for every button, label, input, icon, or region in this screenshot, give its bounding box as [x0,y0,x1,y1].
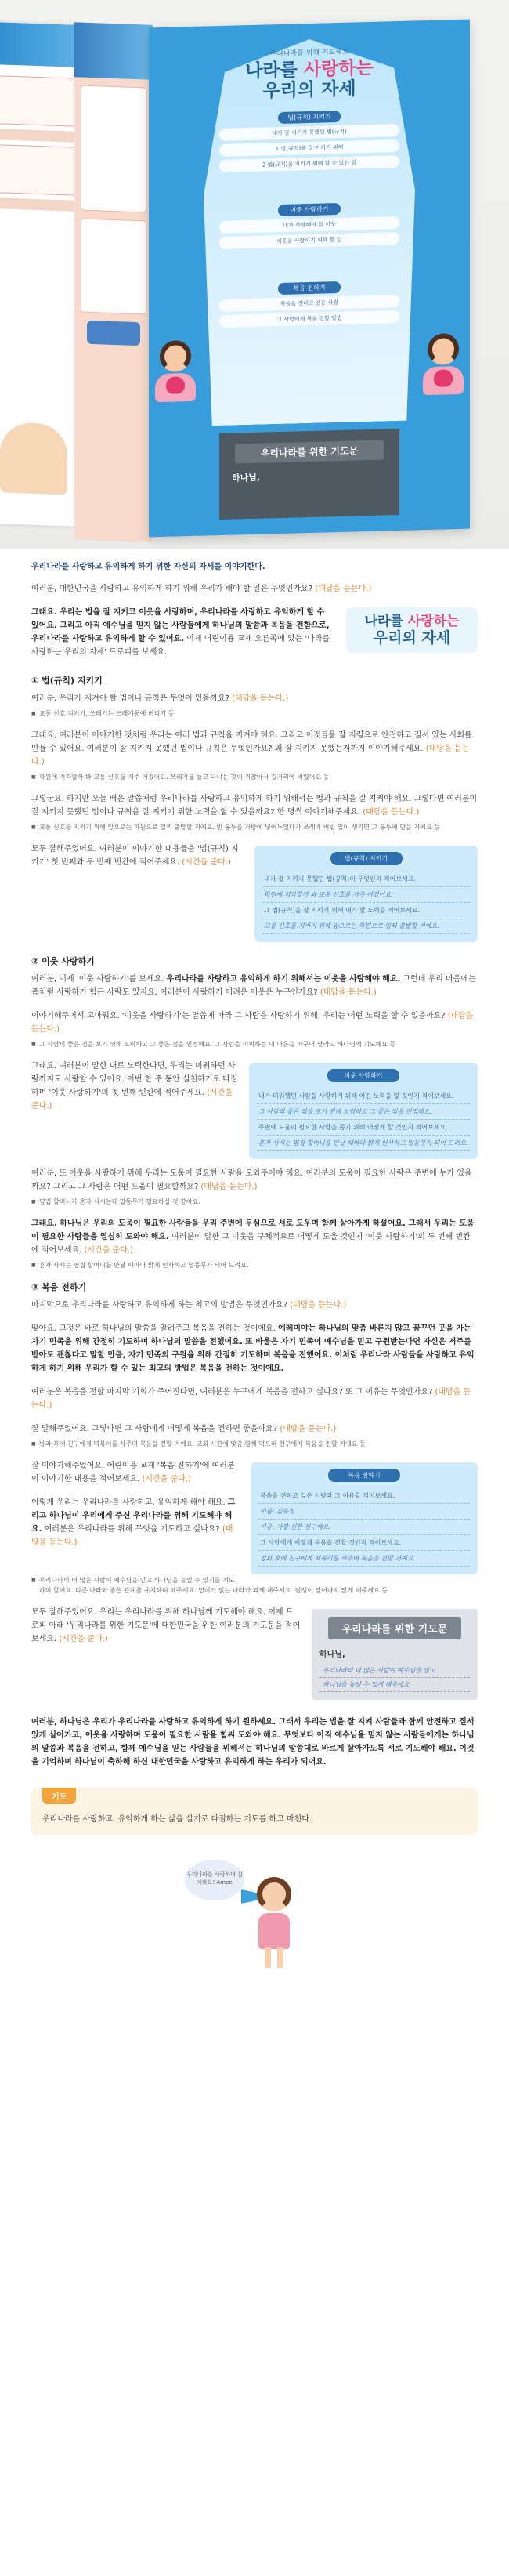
answer-hint: (시간을 준다.) [59,1635,108,1643]
book-middle-page [74,22,153,542]
answer-hint: (대답을 듣는다.) [319,988,377,997]
answer-hint: (대답을 듣는다.) [31,1388,471,1410]
example-answer: ■ 그 사람의 좋은 점을 보기 위해 노력하고 그 좋은 점을 인정해요. 그 사람을 미워하는 내 마음을 바꾸어 달라고 하나님께 기도해요 등 [31,1039,478,1049]
paragraph: 마지막으로 우리나라를 사랑하고 유익하게 하는 최고의 방법은 무엇인가요? (대답을 듣는다.) [31,1301,347,1310]
example-answer: ■ 방과 후에 친구에게 떡볶이를 사주며 복음을 전할 거예요. 교회 시간에 맞춤 함께 먹으러 친구에게 복음을 전할 거예요 등 [31,1439,478,1449]
poster-line: 내가 잘 지키지 못했던 법(규칙) [219,124,399,141]
poster-line: 이웃을 사랑하기 위해 할 일 [219,232,399,249]
card-line: 내가 잘 지키지 못했던 법(규칙)이 무엇인지 적어보세요. [262,871,470,887]
badge-line1: 나라를 [364,614,403,629]
prayer-example-card [312,1609,478,1700]
paragraph: 여러분, 우리가 지켜야 할 법이나 규칙은 무엇이 있을까요? (대답을 듣는다.) [31,694,289,703]
paragraph: 그렇군요. 하지만 오늘 배운 말씀처럼 우리나라를 사랑하고 유익하게 하기 위해서는 법과 규칙을 잘 지켜야 해요. 그렇다면 여러분이 잘 지키지 못했던 법이나 규칙을 잘 지키기 위한 노력을 할 수 있을까요? 한 명씩 이야기해주세요. (대답을 듣는다.) [31,795,478,817]
middle-page-box [81,85,146,213]
mascot-body [258,1913,290,1949]
answer-hint: (대답을 듣는다.) [31,745,470,766]
poster-line: 그 사람에게 복음 전할 방법 [219,310,399,328]
trophy-poster [149,20,470,538]
law-example-card [254,846,478,942]
poster-title-b: 우리의 자세 [262,78,356,102]
left-page-header [0,22,82,67]
poster-section-tag: 복음 전하기 [278,281,341,295]
book-left-page [0,22,82,527]
mascot-leg [265,1947,271,1968]
mascot-speech-bubble: 우리나라를 사랑하며 살아봐요! Amen [185,1860,244,1900]
paragraph: 잘 이야기해주었어요. 어린이용 교재 '복음 전하기'에 여러분이 이야기한 내용을 적어보세요. (시간을 준다.) [31,1462,235,1484]
card-tag: 이웃 사랑하기 [327,1069,399,1082]
kid-illustration-left [153,340,197,404]
mascot-leg [277,1947,283,1968]
prayer-box-label: 기도 [42,1788,76,1804]
poster-section-neighbor [219,201,399,252]
prayer-card-title: 우리나라를 위한 기도문 [328,1617,461,1639]
closing-paragraph: 여러분, 하나님은 우리가 우리나라를 사랑하고 유익하게 하기 원하세요. 그래서 우리는 법을 잘 지켜 사람들과 함께 안전하고 질서 있게 살아가고, 이웃을 사랑하며 도움이 필요한 사람을 힘써 도와야 해요. 무엇보다 아직 예수님을 믿지 않는 사람들에게는 하나님의 말씀과 복음을 전하고, 함께 예수님을 믿는 사람들을 위해서는 하나님의 말씀대로 바르게 살아가도록 서로 기도해야 해요. 이것을 기억하며 하나님이 축하해 하신 대한민국을 사랑하고 유익하게 하는 우리가 되어요. [31,1718,475,1766]
left-page-bar [0,129,78,143]
example-answer: ■ 교통 신호 지키기, 쓰레기는 쓰레기통에 버리기 등 [31,708,478,719]
poster-line: 2 법(규칙)을 지키기 위해 할 수 있는 일 [219,155,399,172]
card-line: 혼자 사시는 옆집 할머니를 만날 때마다 밝게 인사하고 말동무가 되어 드려요. [257,1136,470,1151]
answer-hint: (대답을 듣는다.) [31,1012,474,1034]
answer-hint: (대답을 듣는다.) [232,694,289,703]
poster-line: 복음을 전하고 싶은 사람 [219,295,399,312]
paragraph: 여러분, 이제 '이웃 사랑하기'를 보세요. 우리나라를 사랑하고 유익하게 하기 위해서는 이웃을 사랑해야 해요. 그런데 우리 마음에는 좀처럼 사랑하기 힘든 사람도 있지요. 여러분이 사랑하기 어려운 이웃은 누구인가요? (대답을 듣는다.) [31,975,476,997]
example-answer: ■ 학원에 지각할까 봐 교통 신호를 지주 어겼어요. 쓰레기를 들고 다니는 것이 귀찮아서 길거리에 버렸어요 등 [31,772,478,782]
lesson-content [0,549,509,1976]
trophy-base-label: 하나님, [232,472,261,484]
kid-illustration-right [421,333,465,397]
poster-section-tag: 이웃 사랑하기 [278,203,341,216]
paragraph: 이렇게 우리는 우리나라를 사랑하고, 유익하게 해야 해요. 그리고 하나님이 우리에게 주신 우리나라를 위해 기도해야 해요. 여러분은 우리나라를 위해 무엇을 기도하고 싶나요? (대답을 듣는다.) [31,1498,236,1547]
poster-title [149,56,470,105]
poster-title-highlight: 사랑하는 [303,57,374,81]
poster-section-law [219,109,399,176]
section-heading-law: ① 법(규칙) 지키기 [31,676,103,686]
mascot-head [257,1877,291,1911]
badge-line2: 우리의 자세 [373,629,451,647]
answer-hint: (시간을 준다.) [31,1089,233,1110]
poster-section-gospel [219,280,399,331]
paragraph: 그래요, 여러분이 이야기한 것처럼 우리는 여러 법과 규칙을 지켜야 해요. 그리고 이것들을 잘 지킬으로 안전하고 질서 있는 사회를 만들 수 있어요. 여러분이 잘 지키지 못했던 법이나 규칙은 무엇인가요? 왜 잘 지키지 못했는지까지 이야기해주세요. (대답을 듣는다.) [31,731,472,766]
card-line: 이유: 가장 친한 친구예요. [258,1520,470,1535]
card-line: 이름: 김유정 [258,1504,470,1520]
poster-title-a: 나라를 [245,60,298,82]
answer-hint: (시간을 준다.) [182,858,231,867]
prayer-card-line: 우리나라의 더 많은 사람이 예수님을 믿고 [319,1664,470,1678]
card-line: 그 법(규칙)을 잘 지키기 위해 내가 할 노력을 적어보세요. [262,903,470,918]
middle-page-button [87,321,140,346]
paragraph: 잘 말해주었어요. 그렇다면 그 사람에게 어떻게 복음을 전하면 좋을까요? (대답을 듣는다.) [31,1425,337,1433]
card-line: 방과 후에 친구에게 떡볶이를 사주며 복음을 전할 거예요. [258,1551,470,1567]
neighbor-example-card [249,1063,478,1159]
prayer-card-line: 하나님을 높일 수 있게 해주세요. [319,1678,470,1692]
card-line: 교통 신호를 지키기 위해 앞으로는 학원으로 일찍 출발할 거예요. [262,918,470,934]
paragraph: 여러분, 또 이웃을 사랑하기 위해 우리는 도움이 필요한 사람을 도와주어야 해요. 여러분의 도움이 필요한 사람은 주변에 누가 있을까요? 그리고 그 사람은 어떤 도움이 필요할까요? (대답을 듣는다.) [31,1169,472,1191]
poster-caption: 우리나라를 위해 기도해요 [269,48,349,59]
answer-hint: (대답을 듣는다.) [315,585,372,593]
card-tag: 법(규칙) 지키기 [330,852,403,865]
poster-line: 내가 사랑해야 할 이웃 [219,216,399,234]
prayer-box [31,1788,478,1835]
section-heading-neighbor: ② 이웃 사랑하기 [31,956,95,966]
answer-hint: (시간을 준다.) [142,1475,191,1484]
trophy-base-title: 우리나라를 위한 기도문 [235,440,384,464]
example-answer: ■ 우리나라의 더 많은 사람이 예수님을 믿고 하나님을 높일 수 있기를 기도하며 할어요. 다른 나라와 좋은 관계를 유지하며 해주세요. 법이가 없는 나라가 되게 해주세요. 전쟁이 일어나지 않게 해주세요 등 [31,1575,478,1596]
middle-page-box [81,219,146,315]
paragraph: 이야기해주어서 고마워요. '이웃을 사랑하기'는 말씀에 따라 그 사람을 사랑하기 위해, 우리는 어떤 노력을 할 수 있을까요? (대답을 듣는다.) [31,1012,474,1034]
prayer-card-label: 하나님, [319,1650,345,1659]
answer-hint: (대답을 듣는다.) [290,1301,347,1310]
answer-hint: (대답을 듣는다.) [280,1425,337,1433]
example-answer: ■ 혼자 사시는 옆집 할머니를 만날 때마다 밝게 인사하고 말동무가 되어 드려요. [31,1260,478,1270]
trophy-base [219,429,399,520]
paragraph: 그래요. 여러분이 말한 대로 노력한다면, 우리는 미워하던 사람까지도 사랑할 수 있어요. 이번 한 주 동안 실천하기로 다짐하며 '이웃 사랑하기'의 첫 번째 빈칸에 적어주세요. (시간을 준다.) [31,1062,238,1110]
paragraph: 그래요. 하나님은 우리의 도움이 필요한 사람들을 우리 주변에 두심으로 서로 도우며 함께 살아가게 하셨어요. 그래서 우리는 도움이 필요한 사람들을 열심히 도와야 해요. 여러분이 말한 그 이웃을 구체적으로 어떻게 도울 것인지 '이웃 사랑하기'의 두 번째 빈칸에 적어보세요. (시간을 준다.) [31,1219,475,1255]
answer-hint: (대답을 듣는다.) [200,1183,258,1191]
answer-hint: (시간을 준다.) [84,1246,133,1255]
example-answer: ■ 교통 신호를 지키기 위해 앞으로는 학원으로 일찍 출발할 거예요. 빈 봉투를 가방에 넣어두었다가 쓰레기 버릴 일이 생기면 그 봉투에 담을 거예요 등 [31,822,478,832]
card-line: 그 사람의 좋은 점을 보기 위해 노력하고 그 좋은 점을 인정해요. [257,1104,470,1120]
section-heading-gospel: ③ 복음 전하기 [31,1282,87,1292]
card-line: 복음을 전하고 싶은 사람과 그 이유를 적어보세요. [258,1488,470,1504]
hero-photo [0,0,509,549]
paragraph: 여러분은 복음을 전할 마지막 기회가 주어진다면, 여러분은 누구에게 복음을 전하고 싶나요? 또 그 이유는 무엇인가요? (대답을 듣는다.) [31,1388,471,1410]
card-tag: 복음 전하기 [328,1469,400,1482]
mascot-illustration [180,1858,329,1976]
badge-highlight: 사랑하는 [407,614,460,629]
card-line: 그 사람에게 어떻게 복음을 전할 것인지 적어보세요. [258,1535,470,1551]
trophy-title-badge [346,607,478,653]
paragraph: 맞아요. 그것은 바로 하나님의 말씀을 알려주고 복음을 전하는 것이에요. 예레미야는 하나님의 맞춤 바른지 않고 꿈꾸던 곳을 가는 자기 민족을 위해 간절히 기도하며 하나님의 말씀을 전했어요. 또 바울은 자기 민족이 예수님을 믿고 구원받는다면 자신은 저주를 받아도 괜찮다고 말할 만큼, 자기 민족의 구원을 위해 간절히 기도하며 복음을 전했어요. 이처럼 우리나라 사람들을 사랑하고 유익하게 하기 위해 우리가 할 수 있는 최고의 방법은 복음을 전하는 것이에요. [31,1324,475,1373]
left-page-bar [0,197,78,212]
paragraph: 모두 잘해주었어요. 우리는 우리나라를 위해 하나님께 기도해야 해요. 이제 트로피 아래 '우리나라를 위한 기도문'에 대한민국을 위한 여러분의 기도문을 적어보세요. (시간을 준다.) [31,1608,301,1643]
example-answer: ■ 옆집 할머니가 혼자 사시는데 말동무가 필요하실 것 같아요. [31,1197,478,1207]
poster-section-tag: 법(규칙) 지키기 [278,111,341,124]
paragraph: 모두 잘해주었어요. 여러분이 이야기한 내용들을 '법(규칙) 지키기' 첫 번째와 두 번째 빈칸에 적어주세요. (시간을 준다.) [31,845,239,867]
prayer-box-text: 우리나라를 사랑하고, 유익하게 하는 삶을 살기로 다짐하는 기도를 하고 마친다. [42,1815,312,1824]
answer-hint: (대답을 듣는다.) [363,808,420,817]
card-line: 주변에 도움이 필요한 사람을 돕기 위해 어떻게 할 것인지 적어보세요. [257,1120,470,1136]
left-page-box [0,75,78,127]
left-page-box [0,144,78,196]
paragraph: 그래요. 우리는 법을 잘 지키고 이웃을 사랑하며, 우리나라를 사랑하고 유익하게 할 수 있어요. 그리고 아직 예수님을 믿지 않는 사람들에게 하나님의 말씀과 복음을 전함으로, 우리나라를 사랑하고 유익하게 할 수 있어요. 이제 어린이용 교재 오른쪽에 있는 '나라를 사랑하는 우리의 자세' 트로피를 보세요. [31,608,330,657]
gospel-example-card [251,1462,478,1574]
card-line: 내가 미워했던 사람을 사랑하기 위해 어떤 노력을 할 것인지 적어보세요. [257,1089,470,1104]
paragraph: 여러분, 대한민국을 사랑하고 유익하게 하기 위해 우리가 해야 할 일은 무엇인가요? (대답을 듣는다.) [31,585,372,593]
answer-hint: (대답을 듣는다.) [31,1525,233,1547]
card-line: 학원에 지각할까 봐 교통 신호를 자주 어겼어요. [262,887,470,903]
left-page-illustration [0,422,67,495]
lesson-lead: 우리나라를 사랑하고 유익하게 하기 위한 자신의 자세를 이야기한다. [31,563,265,571]
poster-line: 1 법(규칙)을 잘 지키기 위해 [219,139,399,157]
middle-page-header [74,22,153,79]
